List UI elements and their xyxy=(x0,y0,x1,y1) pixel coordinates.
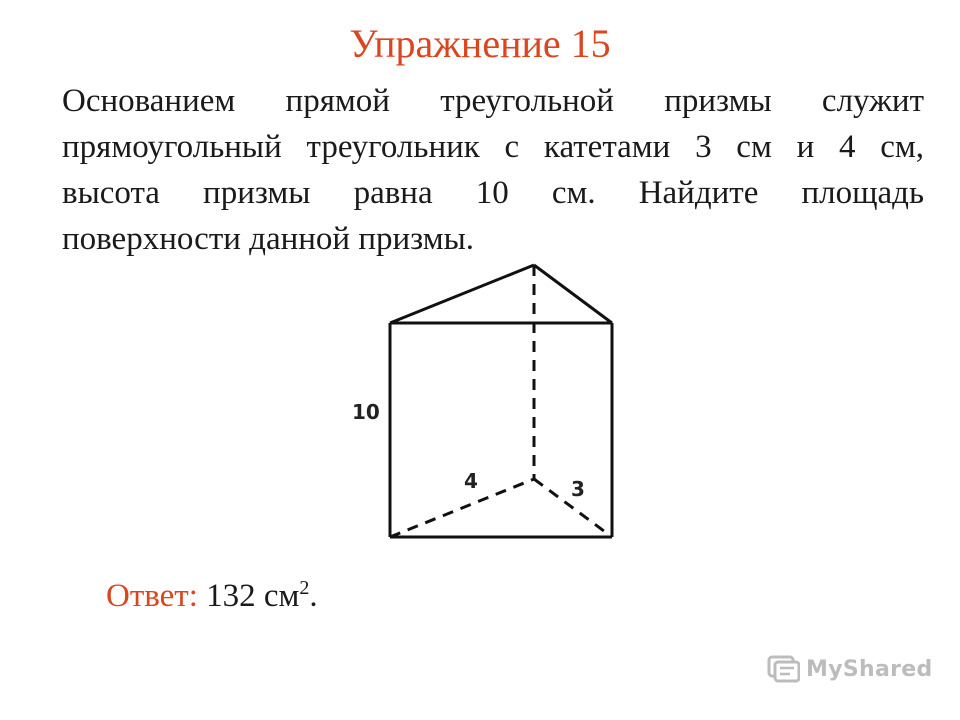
answer xyxy=(106,578,318,615)
leg-label-4: 4 xyxy=(464,469,478,493)
mysahred-logo-icon xyxy=(766,654,800,684)
slide-title: Упражнение 15 xyxy=(349,21,611,66)
problem-line: прямоугольный треугольник с катетами 3 см и 4 см, xyxy=(62,129,924,165)
height-label: 10 xyxy=(352,400,380,424)
problem-line: высота призмы равна 10 см. Найдите площадь xyxy=(62,175,924,211)
top-edge-right xyxy=(534,265,612,323)
answer-value: 132 см xyxy=(206,578,300,614)
prism-figure xyxy=(340,255,640,555)
top-edge-left xyxy=(390,265,534,323)
leg-label-3: 3 xyxy=(571,477,585,501)
watermark-text: MyShared xyxy=(806,656,933,682)
problem-line: Основанием прямой треугольной призмы служит xyxy=(62,83,924,119)
answer-exponent: 2 xyxy=(299,577,310,599)
answer-label: Ответ: xyxy=(106,578,198,614)
problem-statement xyxy=(62,78,924,262)
answer-suffix: . xyxy=(309,578,318,614)
hidden-base-edge-left xyxy=(390,479,534,537)
watermark xyxy=(766,654,933,684)
problem-line: поверхности данной призмы. xyxy=(62,221,475,257)
prism-drawing xyxy=(340,255,640,555)
